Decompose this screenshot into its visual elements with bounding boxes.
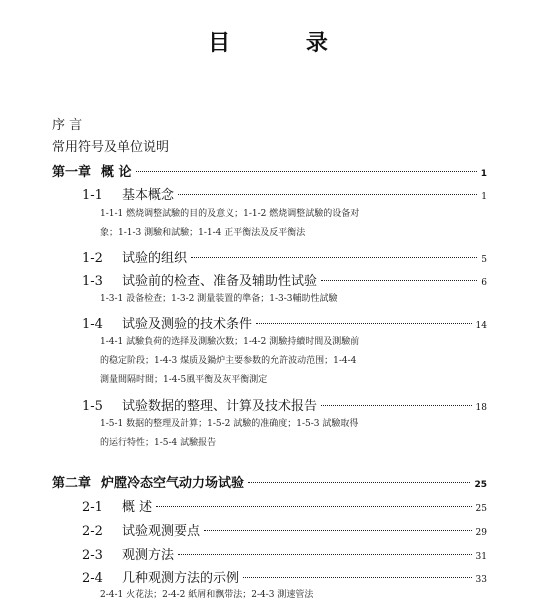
toc-entry-label: 序 言 (52, 118, 83, 133)
section-number: 2-4 (82, 571, 103, 586)
toc-subsection-text: 象；1-1-3 測驗和試驗；1-1-4 正平衡法及反平衡法 (100, 228, 306, 238)
page-number: 1 (480, 169, 487, 179)
toc-section-1-4[interactable] (82, 313, 487, 333)
toc-subsection-text: 1-3-1 設备检查；1-3-2 測量装置的準备；1-3-3輔助性試驗 (100, 294, 338, 304)
page-number: 6 (481, 278, 487, 288)
section-number: 2-1 (82, 500, 103, 515)
section-number: 1-1 (82, 188, 103, 203)
toc-subsection-text: 1-4-1 試驗負荷的选择及測驗次数；1-4-2 測驗持續时間及測驗前 (100, 337, 360, 347)
leader-dots (178, 194, 477, 195)
toc-subsection-text: 的运行特性；1-5-4 試驗报告 (100, 438, 217, 448)
toc-subsection-text: 1-1-1 燃烧调整試驗的目的及意义；1-1-2 燃烧调整試驗的设备对 (100, 209, 360, 219)
page-number: 25 (475, 504, 487, 514)
leader-dots (178, 554, 472, 555)
section-title: 试验的组织 (122, 251, 188, 266)
chapter-title: 概 论 (101, 165, 132, 180)
section-title: 概 述 (122, 500, 153, 515)
toc-subsection-text: 2-4-1 火花法；2-4-2 紙屑和飘带法；2-4-3 測速管法 (100, 590, 314, 600)
toc-chapter-2[interactable] (52, 472, 487, 492)
leader-dots (156, 506, 471, 507)
toc-section-1-1[interactable] (82, 184, 487, 204)
section-number: 1-4 (82, 317, 103, 332)
toc-section-2-1[interactable] (82, 496, 487, 516)
chapter-number: 第一章 (52, 165, 92, 180)
toc-entry-label: 常用符号及单位说明 (52, 140, 170, 155)
page-number: 25 (474, 480, 487, 490)
toc-section-1-3[interactable] (82, 270, 487, 290)
page-number: 14 (475, 321, 487, 331)
leader-dots (256, 323, 472, 324)
leader-dots (248, 482, 470, 483)
section-title: 试验数据的整理、计算及技术报告 (122, 399, 318, 414)
page-number: 31 (475, 552, 487, 562)
section-title: 基本概念 (122, 188, 175, 203)
page-number: 33 (475, 575, 487, 585)
toc-subsection-text: 1-5-1 数据的整理及計算；1-5-2 試驗的准确度；1-5-3 試驗取得 (100, 419, 359, 429)
toc-subsection-text: 的稳定阶段；1-4-3 煤质及鍋炉主要参数的允許波动范围；1-4-4 (100, 356, 357, 366)
page-title: 目 录 (208, 31, 362, 56)
page-number: 1 (481, 192, 487, 202)
section-number: 2-3 (82, 548, 103, 563)
section-title: 几种观测方法的示例 (122, 571, 240, 586)
toc-chapter-1[interactable] (52, 161, 487, 181)
section-number: 2-2 (82, 524, 103, 539)
leader-dots (191, 257, 477, 258)
leader-dots (321, 405, 472, 406)
leader-dots (204, 530, 472, 531)
section-title: 试验观测要点 (122, 524, 201, 539)
page-number: 29 (475, 528, 487, 538)
section-number: 1-2 (82, 251, 103, 266)
leader-dots (321, 280, 477, 281)
toc-section-2-3[interactable] (82, 544, 487, 564)
section-number: 1-3 (82, 274, 103, 289)
chapter-title: 炉膛冷态空气动力场试验 (101, 476, 245, 491)
toc-section-2-2[interactable] (82, 520, 487, 540)
toc-subsection-text: 測量間隔时間；1-4-5風平衡及灰平衡測定 (100, 375, 268, 385)
section-title: 观测方法 (122, 548, 175, 563)
toc-entry-preface[interactable] (52, 114, 492, 134)
page-number: 18 (475, 403, 487, 413)
leader-dots (243, 577, 472, 578)
toc-section-1-5[interactable] (82, 395, 487, 415)
leader-dots (136, 171, 477, 172)
page-number: 5 (481, 255, 487, 265)
section-number: 1-5 (82, 399, 103, 414)
toc-section-1-2[interactable] (82, 247, 487, 267)
toc-entry-symbols[interactable] (52, 136, 492, 156)
section-title: 试验前的检查、准备及辅助性试验 (122, 274, 318, 289)
section-title: 试验及测验的技术条件 (122, 317, 253, 332)
toc-section-2-4[interactable] (82, 567, 487, 587)
chapter-number: 第二章 (52, 476, 92, 491)
